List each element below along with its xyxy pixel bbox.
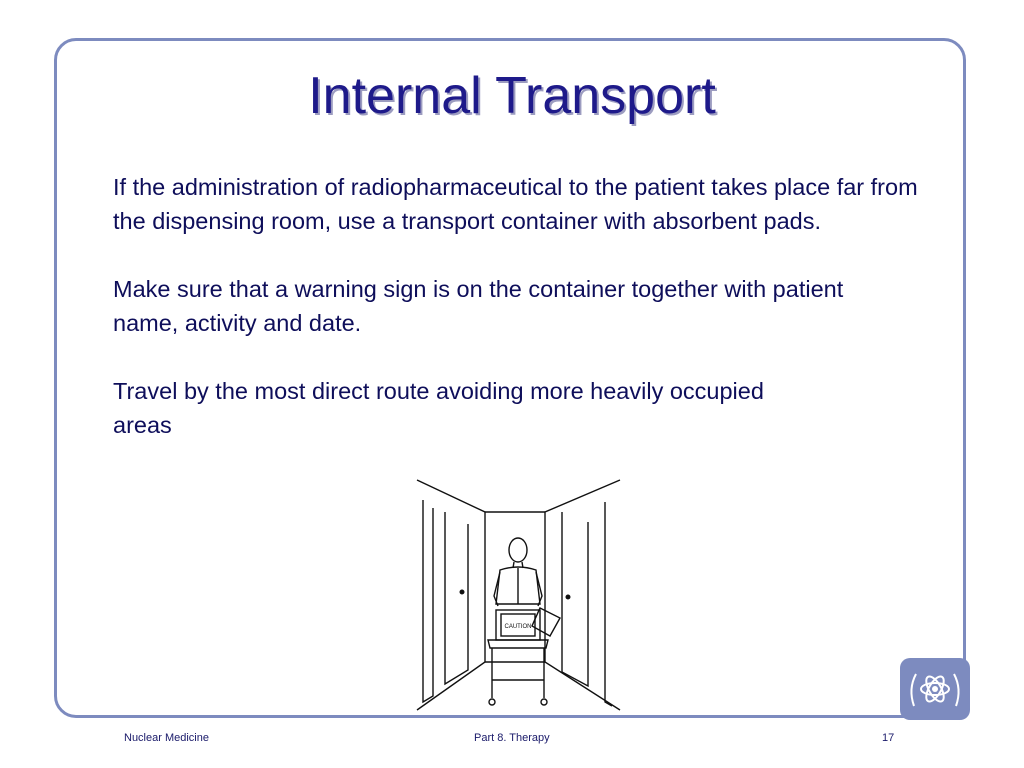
corridor-transport-illustration xyxy=(400,472,630,718)
slide-title: Internal Transport xyxy=(308,67,716,125)
paragraph-3: Travel by the most direct route avoiding more heavily occupied areas xyxy=(113,378,764,438)
footer-course-name: Nuclear Medicine xyxy=(124,732,209,744)
caution-sign-label: CAUTION xyxy=(504,624,532,630)
footer-page-number: 17 xyxy=(882,732,895,744)
paragraph-2: Make sure that a warning sign is on the container together with patient name, activity and date. xyxy=(113,276,844,336)
slide-body xyxy=(113,170,953,476)
iaea-logo-icon xyxy=(900,658,970,720)
paragraph-1: If the administration of radiopharmaceutical to the patient takes place far from the dispensing room, use a transport container with absorbent pads. xyxy=(113,174,918,234)
footer-section: Part 8. Therapy xyxy=(474,732,550,744)
